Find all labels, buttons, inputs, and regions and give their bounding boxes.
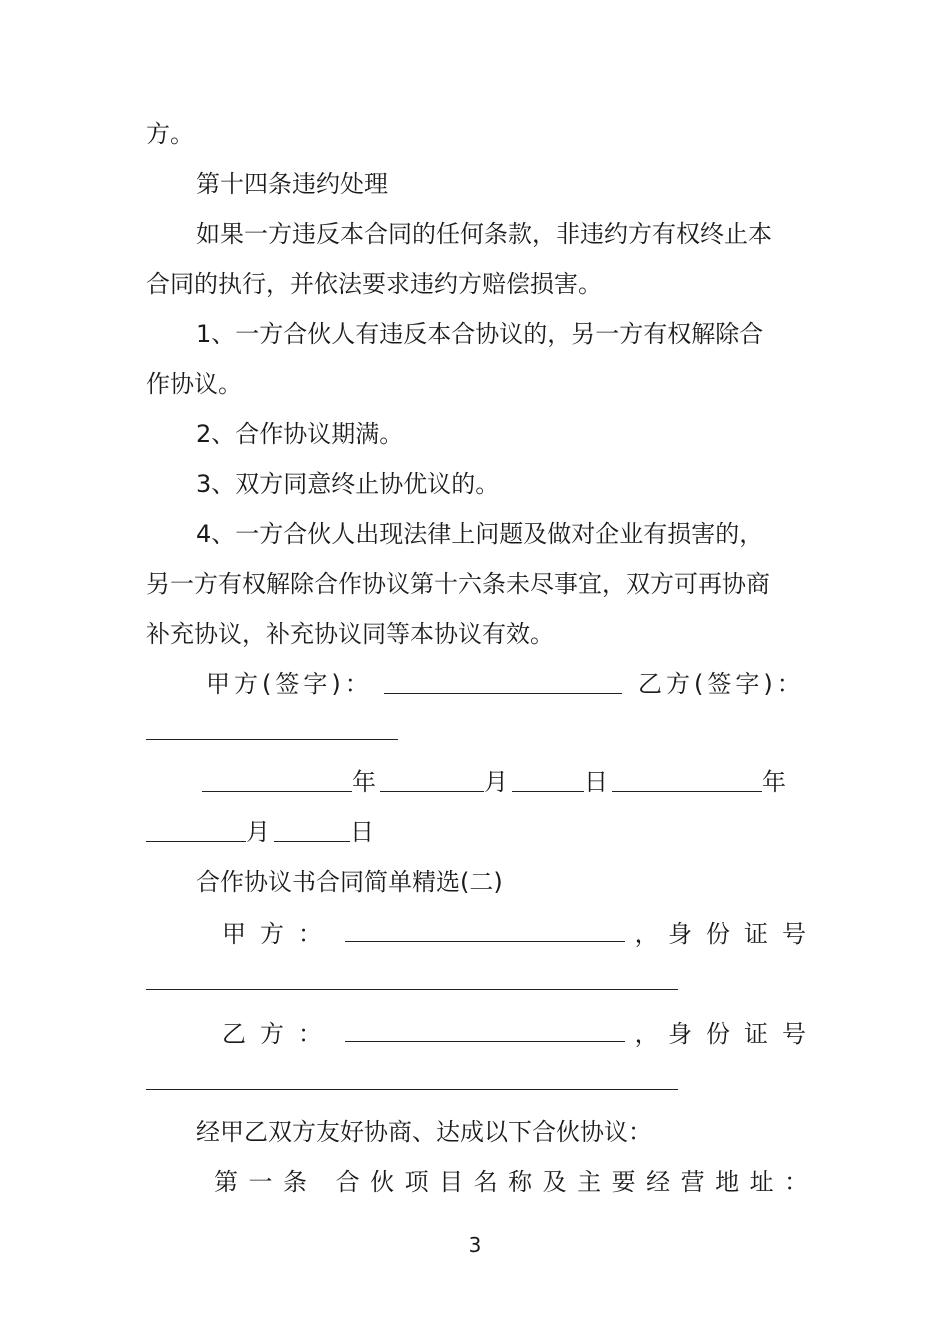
party-a-label: 甲方：: [222, 920, 336, 948]
clause-3: 3、双方同意终止协优议的。: [196, 470, 500, 498]
party-b-sign-label: 乙方(签字)：: [638, 670, 805, 698]
clause-1: 1、一方合伙人有违反本合协议的，另一方有权解除合: [196, 320, 764, 348]
intro-text: 经甲乙双方友好协商、达成以下合伙协议：: [196, 1118, 652, 1146]
id-number-label: 身份证号: [667, 1020, 820, 1048]
section-heading: 合作协议书合同简单精选(二): [196, 868, 503, 896]
party-b-name-blank: [345, 1017, 625, 1042]
month-blank: [146, 817, 246, 842]
day-blank: [512, 767, 584, 792]
text-line: 另一方有权解除合作协议第十六条未尽事宜，双方可再协商: [146, 570, 770, 598]
comma: ，: [634, 1020, 659, 1048]
comma: ，: [634, 920, 659, 948]
text-line: 补充协议，补充协议同等本协议有效。: [146, 620, 554, 648]
day-blank: [274, 817, 350, 842]
year-label: 年: [352, 768, 376, 796]
date-row-cont: [146, 817, 806, 847]
month-label: 月: [246, 818, 270, 846]
text-line: 合同的执行，并依法要求违约方赔偿损害。: [146, 270, 602, 298]
year-label: 年: [762, 768, 786, 796]
party-b-id-blank: [146, 1089, 678, 1090]
text-line: 作协议。: [146, 370, 242, 398]
page-number: 3: [468, 1233, 482, 1257]
party-a-id-blank: [146, 989, 678, 990]
day-label: 日: [584, 768, 608, 796]
date-row: [202, 767, 806, 797]
party-b-sign-blank: [146, 739, 398, 740]
year-blank: [612, 767, 762, 792]
clause-2: 2、合作协议期满。: [196, 420, 404, 448]
clause-4: 4、一方合伙人出现法律上问题及做对企业有损害的，: [196, 520, 764, 548]
text-line: 方。: [146, 120, 194, 148]
day-label: 日: [350, 818, 374, 846]
article-14-heading: 第十四条违约处理: [196, 170, 388, 198]
party-b-label: 乙方：: [222, 1020, 336, 1048]
party-b-row: [222, 1017, 820, 1049]
id-number-label: 身份证号: [667, 920, 820, 948]
party-a-name-blank: [345, 917, 625, 942]
party-a-row: [222, 917, 820, 949]
month-blank: [380, 767, 484, 792]
signature-row: [206, 669, 806, 699]
party-a-sign-blank: [384, 669, 622, 694]
year-blank: [202, 767, 352, 792]
month-label: 月: [484, 768, 508, 796]
party-a-sign-label: 甲方(签字)：: [206, 670, 373, 698]
text-line: 如果一方违反本合同的任何条款，非违约方有权终止本: [196, 220, 772, 248]
article-1-heading: 第一条 合伙项目名称及主要经营地址：: [214, 1168, 819, 1196]
